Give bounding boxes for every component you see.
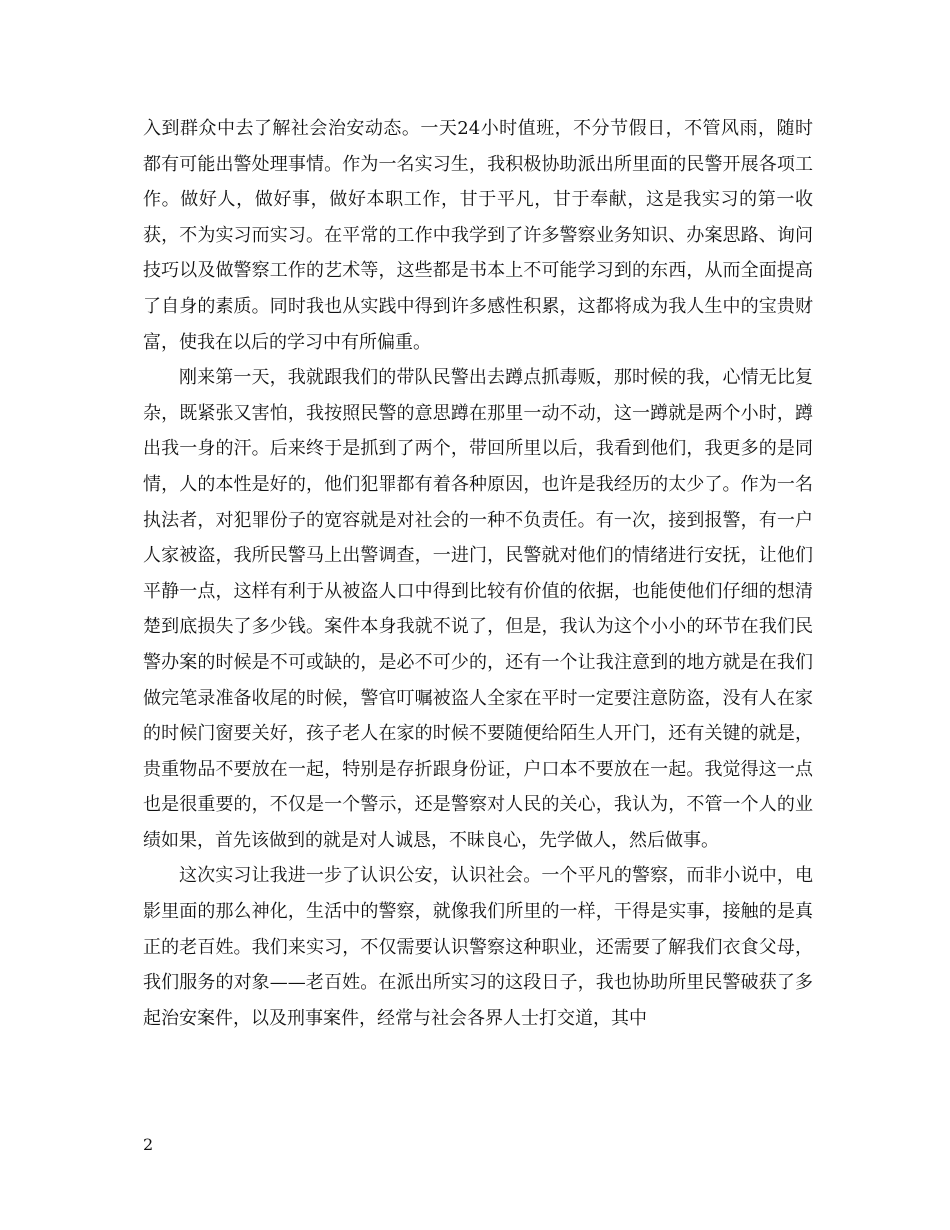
paragraph-1: 入到群众中去了解社会治安动态。一天24小时值班，不分节假日，不管风雨，随时都有可能出警处理事情。作为一名实习生，我积极协助派出所里面的民警开展各项工作。做好人，做好事，做好本职工作，甘于平凡，甘于奉献，这是我实习的第一收获，不为实习而实习。在平常的工作中我学到了许多警察业务知识、办案思路、询问技巧以及做警察工作的艺术等，这些都是书本上不可能学习到的东西，从而全面提高了自身的素质。同时我也从实践中得到许多感性积累，这都将成为我人生中的宝贵财富，使我在以后的学习中有所偏重。 — [143, 118, 813, 353]
body-text — [143, 111, 813, 1036]
page-number: 2 — [143, 1135, 154, 1154]
paragraph-2: 刚来第一天，我就跟我们的带队民警出去蹲点抓毒贩，那时候的我，心情无比复杂，既紧张又害怕，我按照民警的意思蹲在那里一动不动，这一蹲就是两个小时，蹲出我一身的汗。后来终于是抓到了两个，带回所里以后，我看到他们，我更多的是同情，人的本性是好的，他们犯罪都有着各种原因，也许是我经历的太少了。作为一名执法者，对犯罪份子的宽容就是对社会的一种不负责任。有一次，接到报警，有一户人家被盗，我所民警马上出警调查，一进门，民警就对他们的情绪进行安抚，让他们平静一点，这样有利于从被盗人口中得到比较有价值的依据，也能使他们仔细的想清楚到底损失了多少钱。案件本身我就不说了，但是，我认为这个小小的环节在我们民警办案的时候是不可或缺的，是必不可少的，还有一个让我注意到的地方就是在我们做完笔录准备收尾的时候，警官叮嘱被盗人全家在平时一定要注意防盗，没有人在家的时候门窗要关好，孩子老人在家的时候不要随便给陌生人开门，还有关键的就是，贵重物品不要放在一起，特别是存折跟身份证，户口本不要放在一起。我觉得这一点也是很重要的，不仅是一个警示，还是警察对人民的关心，我认为，不管一个人的业绩如果，首先该做到的就是对人诚恳，不昧良心，先学做人，然后做事。 — [143, 367, 813, 851]
paragraph-3: 这次实习让我进一步了认识公安，认识社会。一个平凡的警察，而非小说中，电影里面的那么神化，生活中的警察，就像我们所里的一样，干得是实事，接触的是真正的老百姓。我们来实习，不仅需要认识警察这种职业，还需要了解我们衣食父母，我们服务的对象——老百姓。在派出所实习的这段日子，我也协助所里民警破获了多起治安案件，以及刑事案件，经常与社会各界人士打交道，其中 — [143, 865, 813, 1029]
